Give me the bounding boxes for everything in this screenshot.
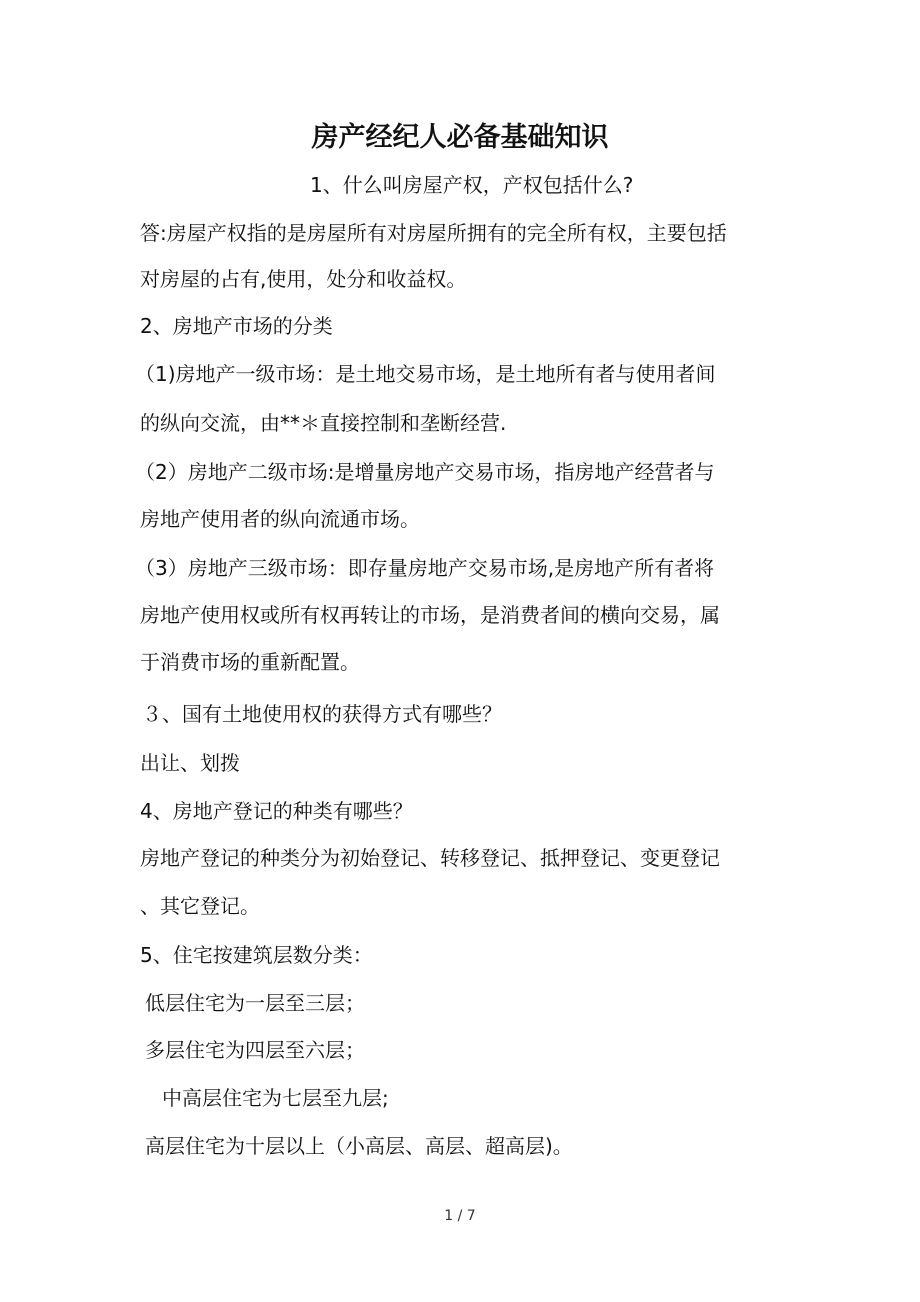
- paragraph-line: 房地产使用者的纵向流通市场。: [140, 507, 420, 531]
- paragraph-line: 房地产登记的种类分为初始登记、转移登记、抵押登记、变更登记: [140, 846, 720, 870]
- list-item: 多层住宅为四层至六层；: [145, 1038, 365, 1062]
- paragraph-line: 房地产使用权或所有权再转让的市场，是消费者间的横向交易，属: [140, 603, 720, 627]
- paragraph-line: （3）房地产三级市场：即存量房地产交易市场,是房地产所有者将: [135, 556, 715, 580]
- question-3: ３、国有土地使用权的获得方式有哪些？: [142, 702, 502, 726]
- paragraph-line: 的纵向交流，由**＊直接控制和垄断经营.: [140, 411, 507, 435]
- question-2: 2、房地产市场的分类: [140, 314, 333, 338]
- paragraph-line: （1)房地产一级市场：是土地交易市场，是土地所有者与使用者间: [135, 362, 716, 386]
- question-4: 4、房地产登记的种类有哪些？: [140, 799, 413, 823]
- question-5: 5、住宅按建筑层数分类：: [140, 943, 373, 967]
- paragraph-line: 于消费市场的重新配置。: [140, 650, 360, 674]
- paragraph-line: 、其它登记。: [140, 894, 260, 918]
- list-item: 中高层住宅为七层至九层;: [162, 1086, 389, 1110]
- paragraph-line: （2）房地产二级市场:是增量房地产交易市场，指房地产经营者与: [135, 460, 715, 484]
- paragraph-line: 对房屋的占有,使用，处分和收益权。: [140, 267, 467, 291]
- question-1: 1、什么叫房屋产权，产权包括什么?: [310, 173, 634, 197]
- page-number: 1 / 7: [444, 1208, 476, 1224]
- list-item: 低层住宅为一层至三层；: [145, 991, 365, 1015]
- document-title: 房产经纪人必备基础知识: [311, 122, 609, 153]
- paragraph-line: 答:房屋产权指的是房屋所有对房屋所拥有的完全所有权，主要包括: [140, 221, 727, 245]
- list-item: 高层住宅为十层以上（小高层、高层、超高层)。: [145, 1134, 573, 1158]
- answer-3: 出让、划拨: [140, 751, 240, 775]
